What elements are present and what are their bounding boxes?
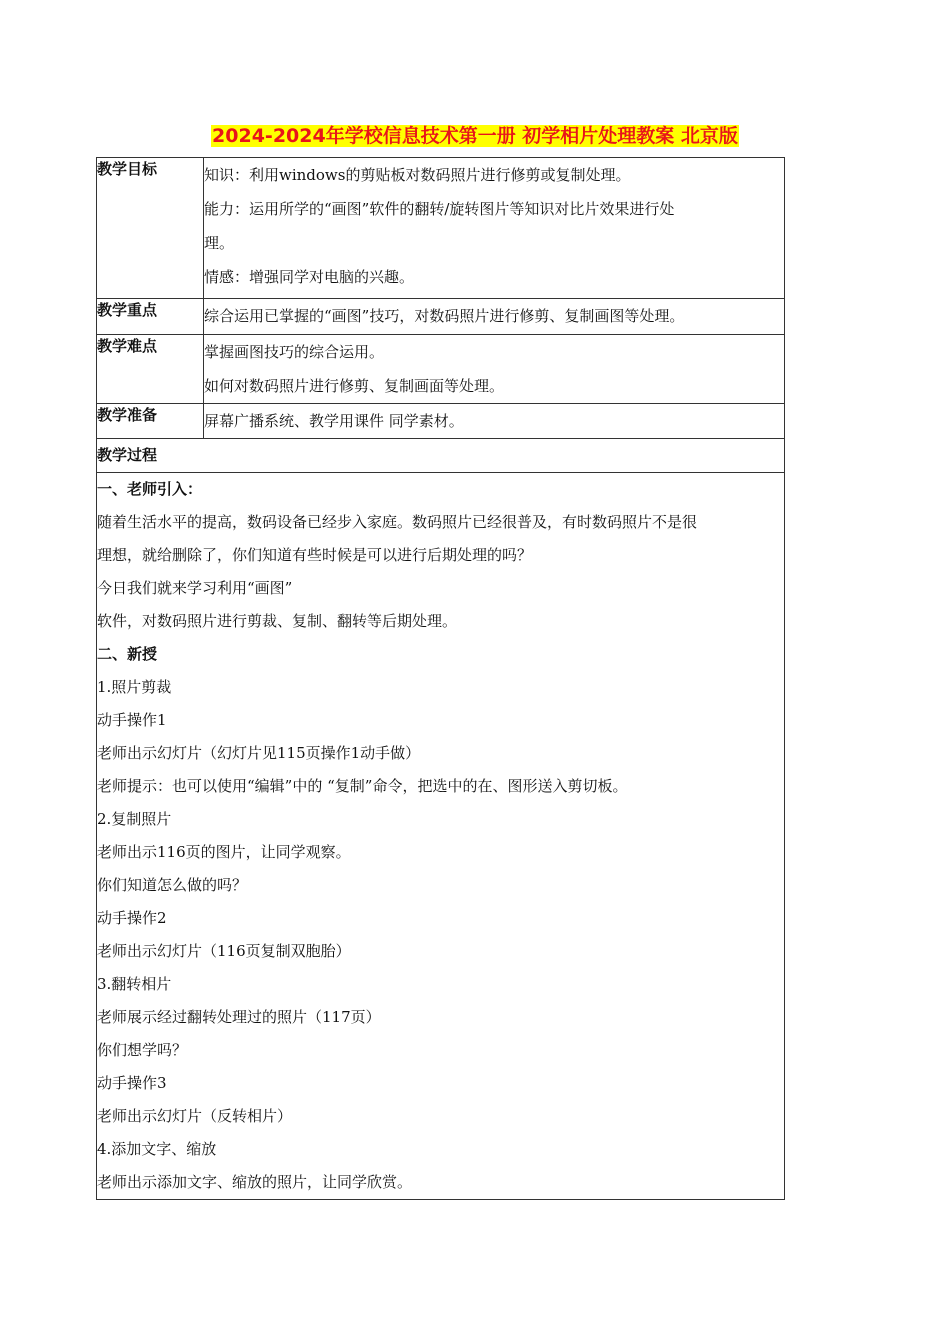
content-line: 综合运用已掌握的“画图”技巧，对数码照片进行修剪、复制画图等处理。 (204, 307, 685, 325)
row-label: 教学目标 (97, 158, 204, 299)
content-line: 老师展示经过翻转处理过的照片（117页） (97, 1008, 381, 1026)
table-row (97, 299, 785, 335)
row-content (204, 335, 785, 404)
content-line: 理想，就给删除了，你们知道有些时候是可以进行后期处理的吗？ (97, 546, 533, 564)
content-line: 屏幕广播系统、教学用课件 同学素材。 (204, 412, 464, 430)
content-line: 理。 (204, 234, 235, 252)
content-line: 动手操作3 (97, 1074, 167, 1092)
content-line: 老师提示：也可以使用“编辑”中的 “复制”命令，把选中的在、图形送入剪切板。 (97, 777, 628, 795)
content-line: 你们想学吗？ (97, 1041, 188, 1059)
row-content (204, 299, 785, 335)
content-line: 今日我们就来学习利用“画图” (97, 579, 293, 597)
content-line: 3.翻转相片 (97, 975, 172, 993)
row-label: 教学重点 (97, 299, 204, 335)
row-label: 教学难点 (97, 335, 204, 404)
content-line: 知识：利用windows的剪贴板对数码照片进行修剪或复制处理。 (204, 166, 631, 184)
table-row (97, 439, 785, 473)
content-line: 老师出示幻灯片（反转相片） (97, 1107, 293, 1125)
process-heading: 教学过程 (97, 439, 785, 473)
content-line: 老师出示幻灯片（116页复制双胞胎） (97, 942, 351, 960)
lesson-plan-table (96, 157, 785, 1200)
content-line: 4.添加文字、缩放 (97, 1140, 217, 1158)
process-content (97, 473, 785, 1200)
content-line: 动手操作2 (97, 909, 167, 927)
row-label: 教学准备 (97, 404, 204, 439)
content-line: 动手操作1 (97, 711, 167, 729)
content-line: 能力：运用所学的“画图”软件的翻转/旋转图片等知识对比片效果进行处 (204, 200, 675, 218)
content-line: 老师出示116页的图片，让同学观察。 (97, 843, 351, 861)
section-heading: 二、新授 (97, 645, 158, 663)
content-line: 掌握画图技巧的综合运用。 (204, 343, 385, 361)
row-content (204, 158, 785, 299)
content-line: 老师出示幻灯片（幻灯片见115页操作1动手做） (97, 744, 421, 762)
content-line: 软件，对数码照片进行剪裁、复制、翻转等后期处理。 (97, 612, 458, 630)
row-content (204, 404, 785, 439)
section-heading: 一、老师引入： (97, 480, 203, 498)
document-title: 2024-2024年学校信息技术第一册 初学相片处理教案 北京版 (212, 125, 738, 147)
content-line: 如何对数码照片进行修剪、复制画面等处理。 (204, 377, 505, 395)
content-line: 随着生活水平的提高，数码设备已经步入家庭。数码照片已经很普及，有时数码照片不是很 (97, 513, 698, 531)
content-line: 2.复制照片 (97, 810, 172, 828)
table-row (97, 404, 785, 439)
table-row (97, 473, 785, 1200)
content-line: 你们知道怎么做的吗？ (97, 876, 248, 894)
content-line: 老师出示添加文字、缩放的照片，让同学欣赏。 (97, 1173, 413, 1191)
table-row (97, 158, 785, 299)
content-line: 1.照片剪裁 (97, 678, 172, 696)
content-line: 情感：增强同学对电脑的兴趣。 (204, 268, 415, 286)
table-row (97, 335, 785, 404)
